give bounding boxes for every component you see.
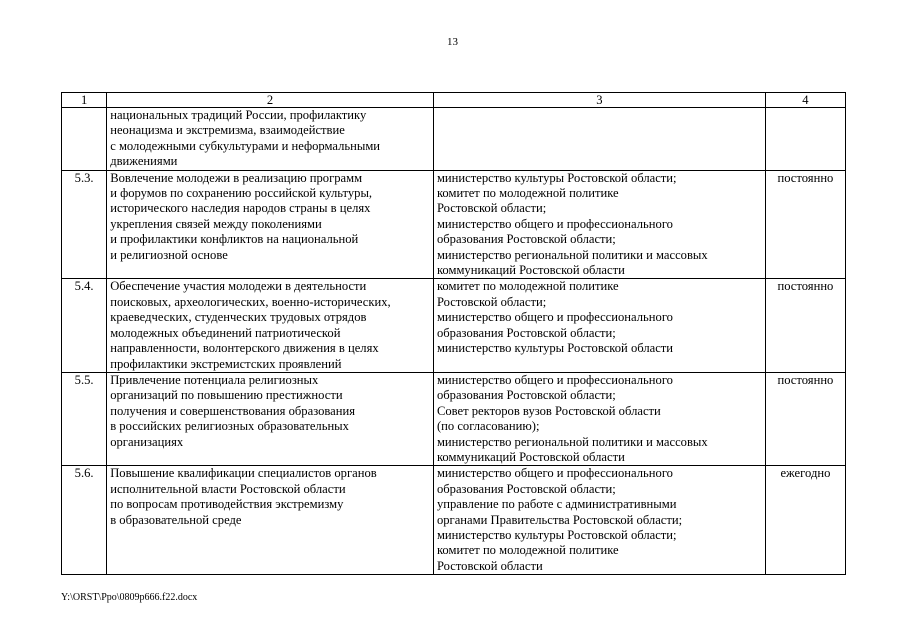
term-cell: постоянно xyxy=(765,170,845,279)
executor-line: министерство общего и профессионального xyxy=(436,372,673,387)
executor-line: образования Ростовской области; xyxy=(436,481,616,496)
activity-line: и профилактики конфликтов на национальной xyxy=(110,232,359,247)
table-row xyxy=(62,466,846,575)
row-number-cell xyxy=(62,108,107,171)
table-row xyxy=(62,170,846,279)
row-number-cell: 5.3. xyxy=(62,170,107,279)
column-header: 4 xyxy=(765,93,845,108)
executor-line: Ростовской области; xyxy=(436,201,547,216)
measures-table xyxy=(61,92,846,575)
activity-line: поисковых, археологических, военно-исторических, xyxy=(110,294,391,309)
footer-file-path: Y:\ORST\Ppo\0809p666.f22.docx xyxy=(61,592,198,603)
activity-line: Повышение квалификации специалистов органов xyxy=(110,466,377,481)
executor-line: образования Ростовской области; xyxy=(436,325,616,340)
activity-line: Обеспечение участия молодежи в деятельности xyxy=(110,279,367,294)
activity-cell xyxy=(107,170,434,279)
executor-line: министерство культуры Ростовской области; xyxy=(436,527,677,542)
executor-line: управление по работе с административными xyxy=(436,497,677,512)
activity-line: в образовательной среде xyxy=(110,512,242,527)
activity-line: молодежных объединений патриотической xyxy=(110,325,341,340)
activity-line: организаций по повышению престижности xyxy=(110,388,343,403)
activity-line: движениями xyxy=(110,154,178,169)
executor-line: министерство региональной политики и массовых xyxy=(436,434,708,449)
column-header: 2 xyxy=(107,93,434,108)
page-number: 13 xyxy=(447,36,458,48)
executor-line: коммуникаций Ростовской области xyxy=(436,449,625,464)
activity-line: национальных традиций России, профилактику xyxy=(110,108,367,122)
executors-cell xyxy=(433,170,765,279)
term-cell: ежегодно xyxy=(765,466,845,575)
executors-cell xyxy=(433,372,765,465)
table-row xyxy=(62,108,846,171)
activity-line: краеведческих, студенческих трудовых отрядов xyxy=(110,310,367,325)
executor-line: Ростовской области; xyxy=(436,294,547,309)
activity-line: получения и совершенствования образования xyxy=(110,403,356,418)
term-cell: постоянно xyxy=(765,279,845,372)
column-header: 1 xyxy=(62,93,107,108)
executor-line: министерство культуры Ростовской области; xyxy=(436,170,677,185)
executor-line: министерство региональной политики и массовых xyxy=(436,247,708,262)
activity-line: Привлечение потенциала религиозных xyxy=(110,372,319,387)
activity-line: в российских религиозных образовательных xyxy=(110,419,349,434)
activity-cell xyxy=(107,279,434,372)
activity-cell xyxy=(107,108,434,171)
executors-cell xyxy=(433,466,765,575)
activity-line: организациях xyxy=(110,434,184,449)
executor-line: министерство общего и профессионального xyxy=(436,466,673,481)
executor-line: образования Ростовской области; xyxy=(436,232,616,247)
executor-line: комитет по молодежной политике xyxy=(436,186,619,201)
activity-line: с молодежными субкультурами и неформальными xyxy=(110,138,381,153)
executor-line: министерство общего и профессионального xyxy=(436,310,673,325)
executor-line: (по согласованию); xyxy=(436,419,540,434)
executor-line: министерство культуры Ростовской области xyxy=(436,341,674,356)
table-row xyxy=(62,279,846,372)
row-number-cell: 5.5. xyxy=(62,372,107,465)
executor-line: коммуникаций Ростовской области xyxy=(436,263,625,278)
table-row xyxy=(62,372,846,465)
executor-line: комитет по молодежной политике xyxy=(436,543,619,558)
activity-line: исполнительной власти Ростовской области xyxy=(110,481,346,496)
activity-line: и форумов по сохранению российской культуры, xyxy=(110,186,373,201)
executor-line: образования Ростовской области; xyxy=(436,388,616,403)
row-number-cell: 5.6. xyxy=(62,466,107,575)
activity-line: Вовлечение молодежи в реализацию программ xyxy=(110,170,363,185)
executor-line: Совет ректоров вузов Ростовской области xyxy=(436,403,661,418)
term-cell xyxy=(765,108,845,171)
activity-line: направленности, волонтерского движения в целях xyxy=(110,341,379,356)
activity-line: исторического наследия народов страны в целях xyxy=(110,201,371,216)
activity-line: профилактики экстремистских проявлений xyxy=(110,356,342,371)
executors-cell xyxy=(433,108,765,171)
executor-line: органами Правительства Ростовской области; xyxy=(436,512,683,527)
executor-line: комитет по молодежной политике xyxy=(436,279,619,294)
activity-line: и религиозной основе xyxy=(110,247,228,262)
column-header: 3 xyxy=(433,93,765,108)
activity-line: укрепления связей между поколениями xyxy=(110,216,322,231)
activity-cell xyxy=(107,372,434,465)
activity-cell xyxy=(107,466,434,575)
activity-line: неонацизма и экстремизма, взаимодействие xyxy=(110,123,345,138)
header-row xyxy=(62,93,846,108)
executors-cell xyxy=(433,279,765,372)
term-cell: постоянно xyxy=(765,372,845,465)
row-number-cell: 5.4. xyxy=(62,279,107,372)
executor-line: министерство общего и профессионального xyxy=(436,216,673,231)
executor-line: Ростовской области xyxy=(436,558,543,573)
activity-line: по вопросам противодействия экстремизму xyxy=(110,497,344,512)
